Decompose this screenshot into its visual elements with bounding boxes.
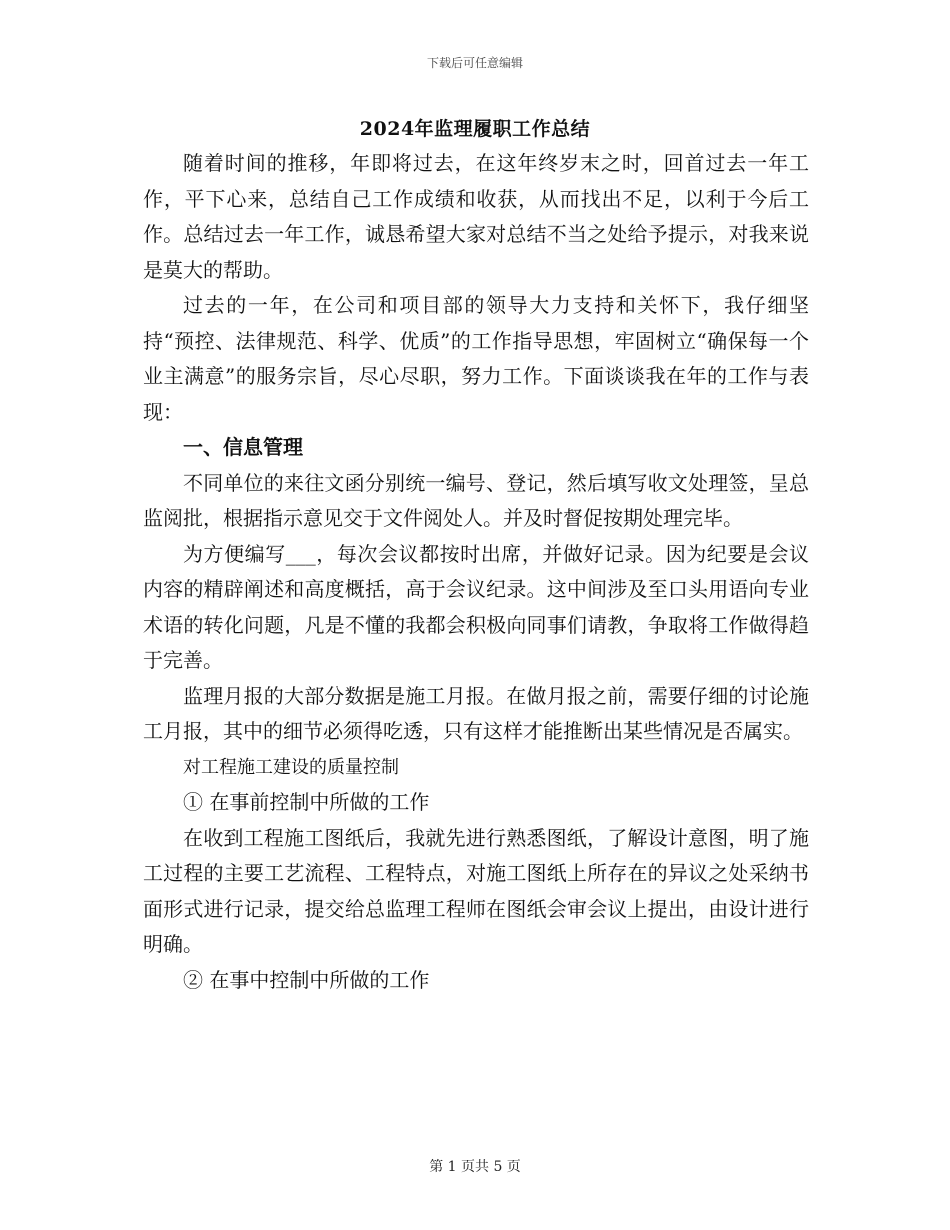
document-title: 2024年监理履职工作总结 bbox=[359, 118, 591, 140]
paragraph-past-year: 过去的一年，在公司和项目部的领导大力支持和关怀下，我仔细坚持“预控、法律规范、科学、优质”的工作指导思想，牢固树立“确保每一个业主满意”的服务宗旨，尽心尽职，努力工作。下面谈谈我在年的工作与表现： bbox=[143, 293, 809, 424]
subheading-quality-control: 对工程施工建设的质量控制 bbox=[183, 756, 399, 778]
page-number: 第 1 页共 5 页 bbox=[429, 1159, 521, 1175]
paragraph-monthly-report: 监理月报的大部分数据是施工月报。在做月报之前，需要仔细的讨论施工月报，其中的细节必须得吃透，只有这样才能推断出某些情况是否属实。 bbox=[143, 683, 809, 743]
section-heading-information-management: 一、信息管理 bbox=[183, 435, 303, 459]
paragraph-drawings: 在收到工程施工图纸后，我就先进行熟悉图纸，了解设计意图，明了施工过程的主要工艺流程、工程特点，对施工图纸上所存在的异议之处采纳书面形式进行记录，提交给总监理工程师在图纸会审会议上提出，由设计进行明确。 bbox=[143, 825, 809, 956]
subheading-pre-control: ① 在事前控制中所做的工作 bbox=[183, 790, 430, 814]
document-body bbox=[143, 146, 809, 998]
paragraph-meetings: 为方便编写___，每次会议都按时出席，并做好记录。因为纪要是会议内容的精辟阐述和高度概括，高于会议纪录。这中间涉及至口头用语向专业术语的转化问题，凡是不懂的我都会积极向同事们请教，争取将工作做得趋于完善。 bbox=[143, 541, 809, 672]
paragraph-documents: 不同单位的来往文函分别统一编号、登记，然后填写收文处理签，呈总监阅批，根据指示意见交于文件阅处人。并及时督促按期处理完毕。 bbox=[143, 470, 809, 530]
page-header-note: 下载后可任意编辑 bbox=[426, 56, 523, 70]
subheading-in-process-control: ② 在事中控制中所做的工作 bbox=[183, 967, 430, 992]
paragraph-intro: 随着时间的推移，年即将过去，在这年终岁末之时，回首过去一年工作，平下心来，总结自己工作成绩和收获，从而找出不足，以利于今后工作。总结过去一年工作，诚恳希望大家对总结不当之处给予提示，对我来说是莫大的帮助。 bbox=[143, 151, 809, 282]
